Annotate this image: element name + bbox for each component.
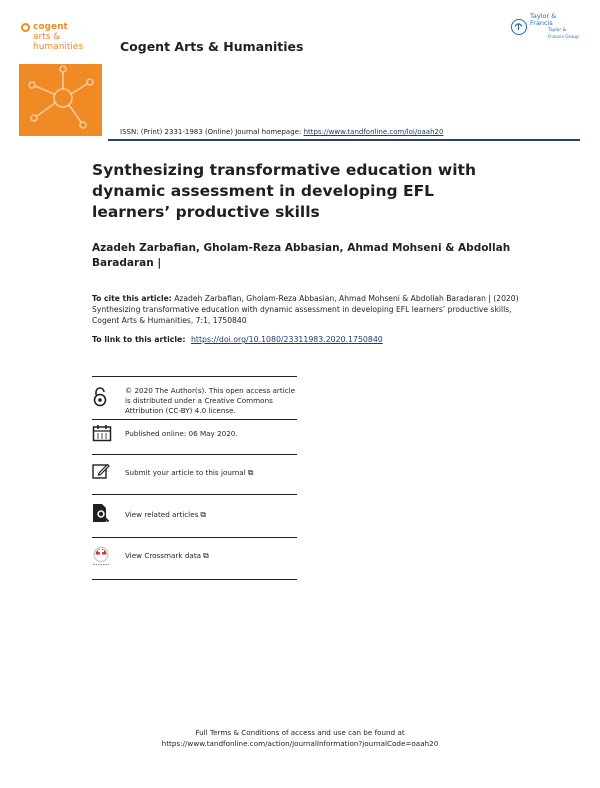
journal-cover-image <box>19 64 102 136</box>
divider <box>92 454 297 455</box>
submit-article-row[interactable] <box>92 463 302 483</box>
logo-line-humanities: humanities <box>33 42 84 52</box>
header-divider <box>108 139 580 141</box>
logo-line-cogent: cogent <box>33 22 68 32</box>
submit-article-label: Submit your article to this journal <box>125 468 246 477</box>
journal-logo <box>21 22 83 52</box>
taylor-francis-logo-icon <box>511 19 527 35</box>
article-authors: Azadeh Zarbafian, Gholam-Reza Abbasian, Ahmad Mohseni & Abdollah Baradaran | <box>92 242 511 269</box>
crossmark-icon <box>92 546 118 570</box>
doi-link[interactable]: https://doi.org/10.1080/23311983.2020.1750840 <box>190 335 383 344</box>
footer-terms-text: Full Terms & Conditions of access and use can be found at <box>195 728 405 737</box>
journal-homepage-link[interactable]: https://www.tandfonline.com/loi/oaah20 <box>303 128 444 136</box>
related-articles-label: View related articles <box>125 510 199 519</box>
external-link-icon: ⧉ <box>200 510 207 519</box>
cite-label: To cite this article: <box>92 294 172 303</box>
submit-article-link[interactable] <box>125 468 253 478</box>
related-articles-row[interactable] <box>92 503 302 527</box>
related-articles-link[interactable] <box>125 510 206 520</box>
license-row <box>92 386 302 416</box>
publisher-name: Taylor & Francis <box>530 12 557 27</box>
logo-line-arts: arts & <box>33 32 61 42</box>
divider <box>92 537 297 538</box>
cite-text: Azadeh Zarbafian, Gholam-Reza Abbasian, Ahmad Mohseni & Abdollah Baradaran | (2020) Synthesizing transformative education with dynamic assessment in developing EFL learners’ productive skills, Cogent Arts & Humanities, 7:1, 1750840 <box>92 294 519 325</box>
open-access-lock-icon <box>92 386 118 412</box>
crossmark-label: View Crossmark data <box>125 551 202 560</box>
link-label: To link to this article: <box>92 335 186 344</box>
issn-line <box>120 128 443 136</box>
crossmark-link[interactable] <box>125 551 209 561</box>
external-link-icon: ⧉ <box>247 468 254 477</box>
edit-pencil-icon <box>92 463 118 483</box>
calendar-icon <box>92 424 118 446</box>
footer-terms-link[interactable]: https://www.tandfonline.com/action/journalInformation?journalCode=oaah20 <box>161 739 439 748</box>
external-link-icon: ⧉ <box>203 551 209 560</box>
crossmark-row[interactable] <box>92 546 302 570</box>
published-row <box>92 424 302 446</box>
published-text: Published online: 06 May 2020. <box>125 429 238 438</box>
divider <box>92 376 297 377</box>
footer <box>0 727 600 749</box>
issn-text: ISSN: (Print) 2331-1983 (Online) Journal homepage: <box>120 128 302 136</box>
article-link-row <box>92 335 383 344</box>
license-text: © 2020 The Author(s). This open access article is distributed under a Creative Commons Attribution (CC-BY) 4.0 license. <box>125 386 296 415</box>
document-search-icon <box>92 503 118 527</box>
divider <box>92 579 297 580</box>
publisher-logo[interactable] <box>511 14 581 40</box>
publisher-group: Taylor & Francis Group <box>548 28 579 40</box>
divider <box>92 419 297 420</box>
journal-title: Cogent Arts & Humanities <box>120 39 304 54</box>
citation <box>92 293 522 326</box>
cogent-logo-icon <box>21 23 30 32</box>
divider <box>92 494 297 495</box>
article-title: Synthesizing transformative education with dynamic assessment in developing EFL learners’ productive skills <box>92 161 476 221</box>
